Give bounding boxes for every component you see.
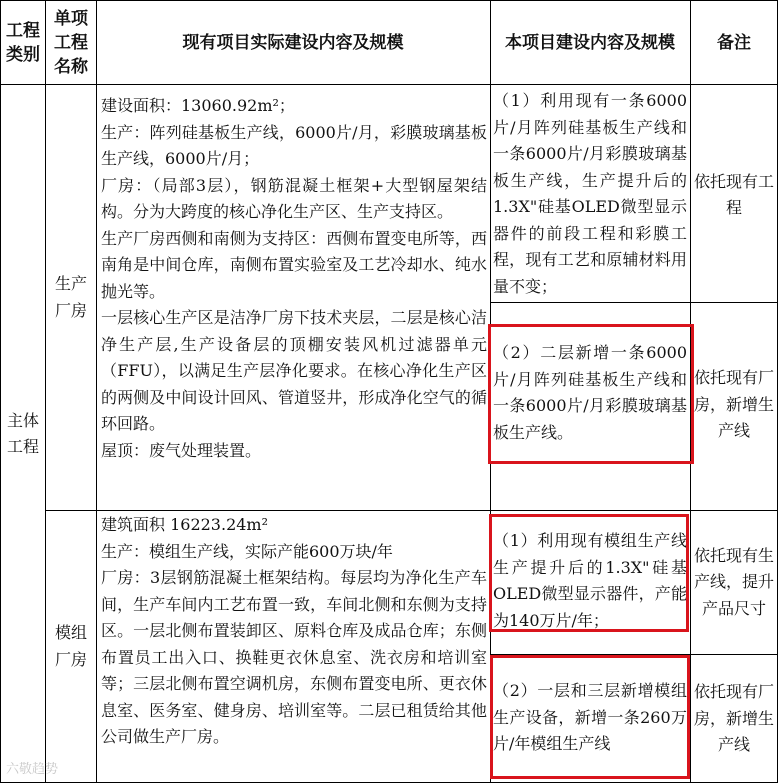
header-category: 工程类别 bbox=[6, 21, 40, 65]
row2-existing bbox=[101, 512, 487, 751]
row1-existing bbox=[101, 93, 487, 464]
row-divider bbox=[45, 510, 778, 511]
row1-existing-line: 建设面积：13060.92m²； bbox=[101, 96, 295, 115]
row1-existing-line: 一层核心生产区是洁净厂房下技术夹层，二层是核心洁净生产层,生产设备层的顶棚安装风机过滤器单元（FFU），以满足生产层净化要求。在核心净化生产区的两侧及中间设计回风、管道竖井，形成净化空气的循环回路。 bbox=[101, 308, 487, 433]
highlight-box-row2b bbox=[490, 655, 690, 779]
header-existing: 现有项目实际建设内容及规模 bbox=[182, 33, 404, 53]
row1-existing-line: 生产厂房西侧和南侧为支持区：西侧布置变电所等，西南角是中间仓库，南侧布置实验室及工艺冷却水、纯水抛光等。 bbox=[101, 228, 487, 301]
highlight-box-row2a bbox=[489, 514, 689, 632]
row1-remark-2: 依托现有厂房，新增生产线 bbox=[693, 368, 774, 441]
watermark: 六敬趋势 bbox=[6, 762, 59, 777]
row1-split-divider bbox=[490, 302, 778, 303]
row2-existing-line: 厂房：3层钢筋混凝土框架结构。每层均为净化生产车间，生产车间内工艺布置一致，车间北侧和东侧为支持区。一层北侧布置装卸区、原料仓库及成品仓库；东侧布置员工出入口、换鞋更衣休息室、洗衣房和培训室等；三层北侧布置空调机房，东侧布置变电所、更衣休息室、医务室、健身房、培训室等。二层已租赁给其他公司做生产厂房。 bbox=[101, 568, 487, 746]
row2-item: 模组厂房 bbox=[54, 623, 87, 669]
row1-remark-1: 依托现有工程 bbox=[693, 171, 774, 217]
row1-project-2: （2）二层新增一条6000片/月阵列硅基板生产线和一条6000片/月彩膜玻璃基板生产线。 bbox=[493, 343, 687, 442]
col-divider-1 bbox=[45, 0, 46, 783]
row2-remark-1: 依托现有生产线，提升产品尺寸 bbox=[693, 545, 774, 618]
header-item: 单项工程名称 bbox=[54, 9, 88, 77]
row2-project-1: （1）利用现有模组生产线生产提升后的1.3X"硅基OLED微型显示器件，产能为140万片/年； bbox=[493, 531, 687, 630]
row1-item: 生产厂房 bbox=[54, 274, 87, 320]
table-border-left bbox=[0, 0, 1, 783]
row1-existing-line: 生产：阵列硅基板生产线，6000片/月，彩膜玻璃基板生产线，6000片/月； bbox=[101, 122, 487, 168]
highlight-box-row1 bbox=[488, 324, 694, 464]
header-divider bbox=[0, 84, 778, 85]
row2-remark-2: 依托现有厂房，新增生产线 bbox=[693, 682, 774, 755]
header-remark: 备注 bbox=[717, 33, 751, 53]
row1-existing-line: 厂房：（局部3层），钢筋混凝土框架+大型钢屋架结构。分为大跨度的核心净化生产区、生产支持区。 bbox=[101, 175, 487, 221]
category-main: 主体工程 bbox=[6, 410, 39, 456]
col-divider-2 bbox=[96, 0, 97, 783]
table-border-top bbox=[0, 0, 778, 1]
row2-existing-line: 建筑面积 16223.24m² bbox=[101, 515, 269, 534]
row2-project-2: （2）一层和三层新增模组生产设备，新增一条260万片/年模组生产线 bbox=[493, 681, 687, 753]
header-project: 本项目建设内容及规模 bbox=[505, 33, 675, 53]
row2-existing-line: 生产：模组生产线，实际产能600万块/年 bbox=[101, 541, 393, 561]
row1-existing-line: 屋顶：废气处理装置。 bbox=[101, 440, 262, 460]
row1-project-1: （1）利用现有一条6000片/月阵列硅基板生产线和一条6000片/月彩膜玻璃基板生产线，生产提升后的1.3X"硅基OLED微型显示器件的前段工程和彩膜工程，现有工艺和原辅材料用量不变； bbox=[493, 91, 687, 296]
